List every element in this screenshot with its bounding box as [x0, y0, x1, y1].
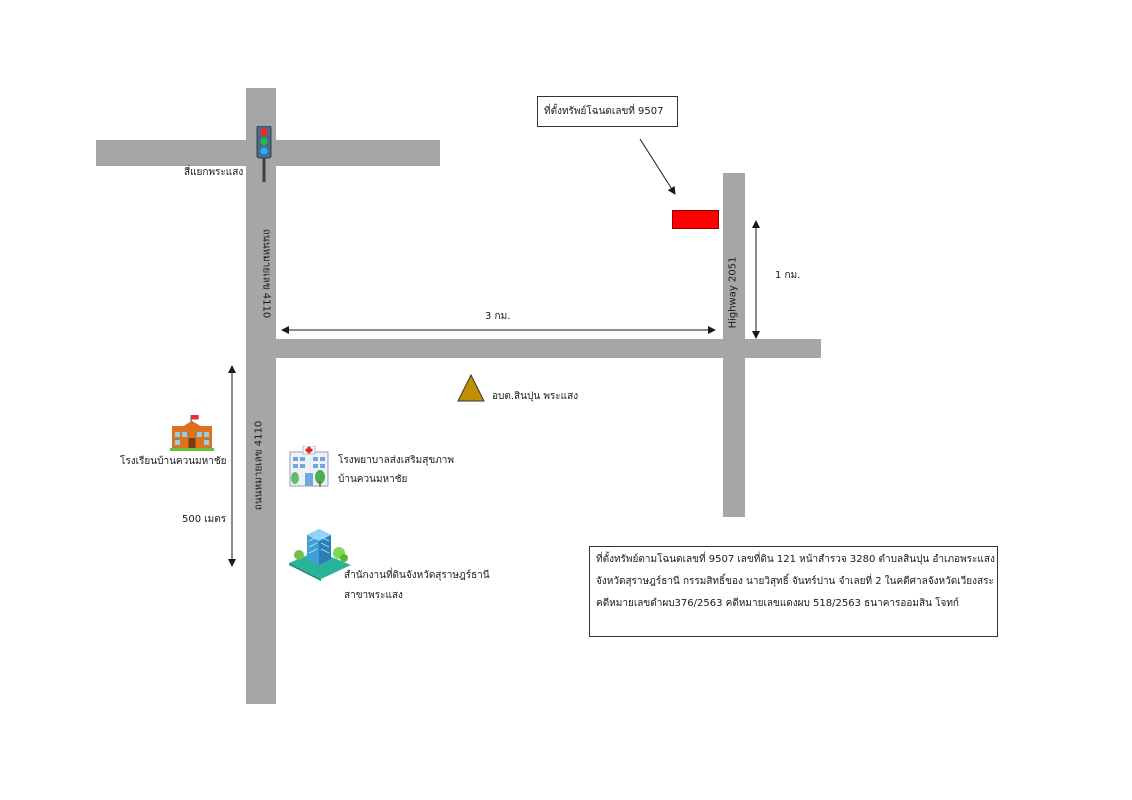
distance-horizontal-label: 3 กม. — [485, 311, 511, 322]
distance-vertical-label: 1 กม. — [775, 270, 801, 281]
road-4110-upper-label: ถนนหมายเลข 4110 — [260, 228, 272, 319]
hospital-icon — [288, 446, 332, 488]
info-line-2: จังหวัดสุราษฎร์ธานี กรรมสิทธิ์ของ นายวิสุทธิ์ จันทร์ปาน จำเลยที่ 2 ในคดีศาลจังหวัดเวียงสระ — [596, 576, 994, 587]
property-info-box — [589, 546, 998, 637]
triangle-marker-icon — [457, 374, 485, 402]
school-label: โรงเรียนบ้านควนมหาชัย — [120, 456, 227, 467]
property-callout-text: ที่ตั้งทรัพย์โฉนดเลขที่ 9507 — [544, 106, 664, 117]
hospital-label-line2: บ้านควนมหาชัย — [338, 474, 408, 485]
land-office-label-line2: สาขาพระแสง — [344, 590, 403, 601]
distance-left-label: 500 เมตร — [182, 514, 227, 525]
land-office-label-line1: สำนักงานที่ดินจังหวัดสุราษฎร์ธานี — [344, 570, 490, 581]
school-icon — [170, 415, 214, 451]
info-line-3: คดีหมายเลขดำผบ376/2563 คดีหมายเลขแดงผบ 518/2563 ธนาคารออมสิน โจทก์ — [596, 598, 959, 609]
info-line-1: ที่ตั้งทรัพย์ตามโฉนดเลขที่ 9507 เลขที่ดิน 121 หน้าสำรวจ 3280 ตำบลสินปุน อำเภอพระแสง — [596, 554, 995, 565]
property-callout-box — [537, 96, 678, 127]
property-marker — [672, 210, 719, 229]
intersection-label: สี่แยกพระแสง — [184, 167, 244, 178]
highway-2051-label: Highway 2051 — [727, 256, 739, 329]
callout-pointer-arrow — [640, 139, 675, 194]
hospital-label-line1: โรงพยาบาลส่งเสริมสุขภาพ — [338, 455, 454, 466]
road-4110-lower-label: ถนนหมายเลข 4110 — [253, 420, 265, 511]
tao-office-label: อบต.สินปุน พระแสง — [492, 391, 579, 402]
